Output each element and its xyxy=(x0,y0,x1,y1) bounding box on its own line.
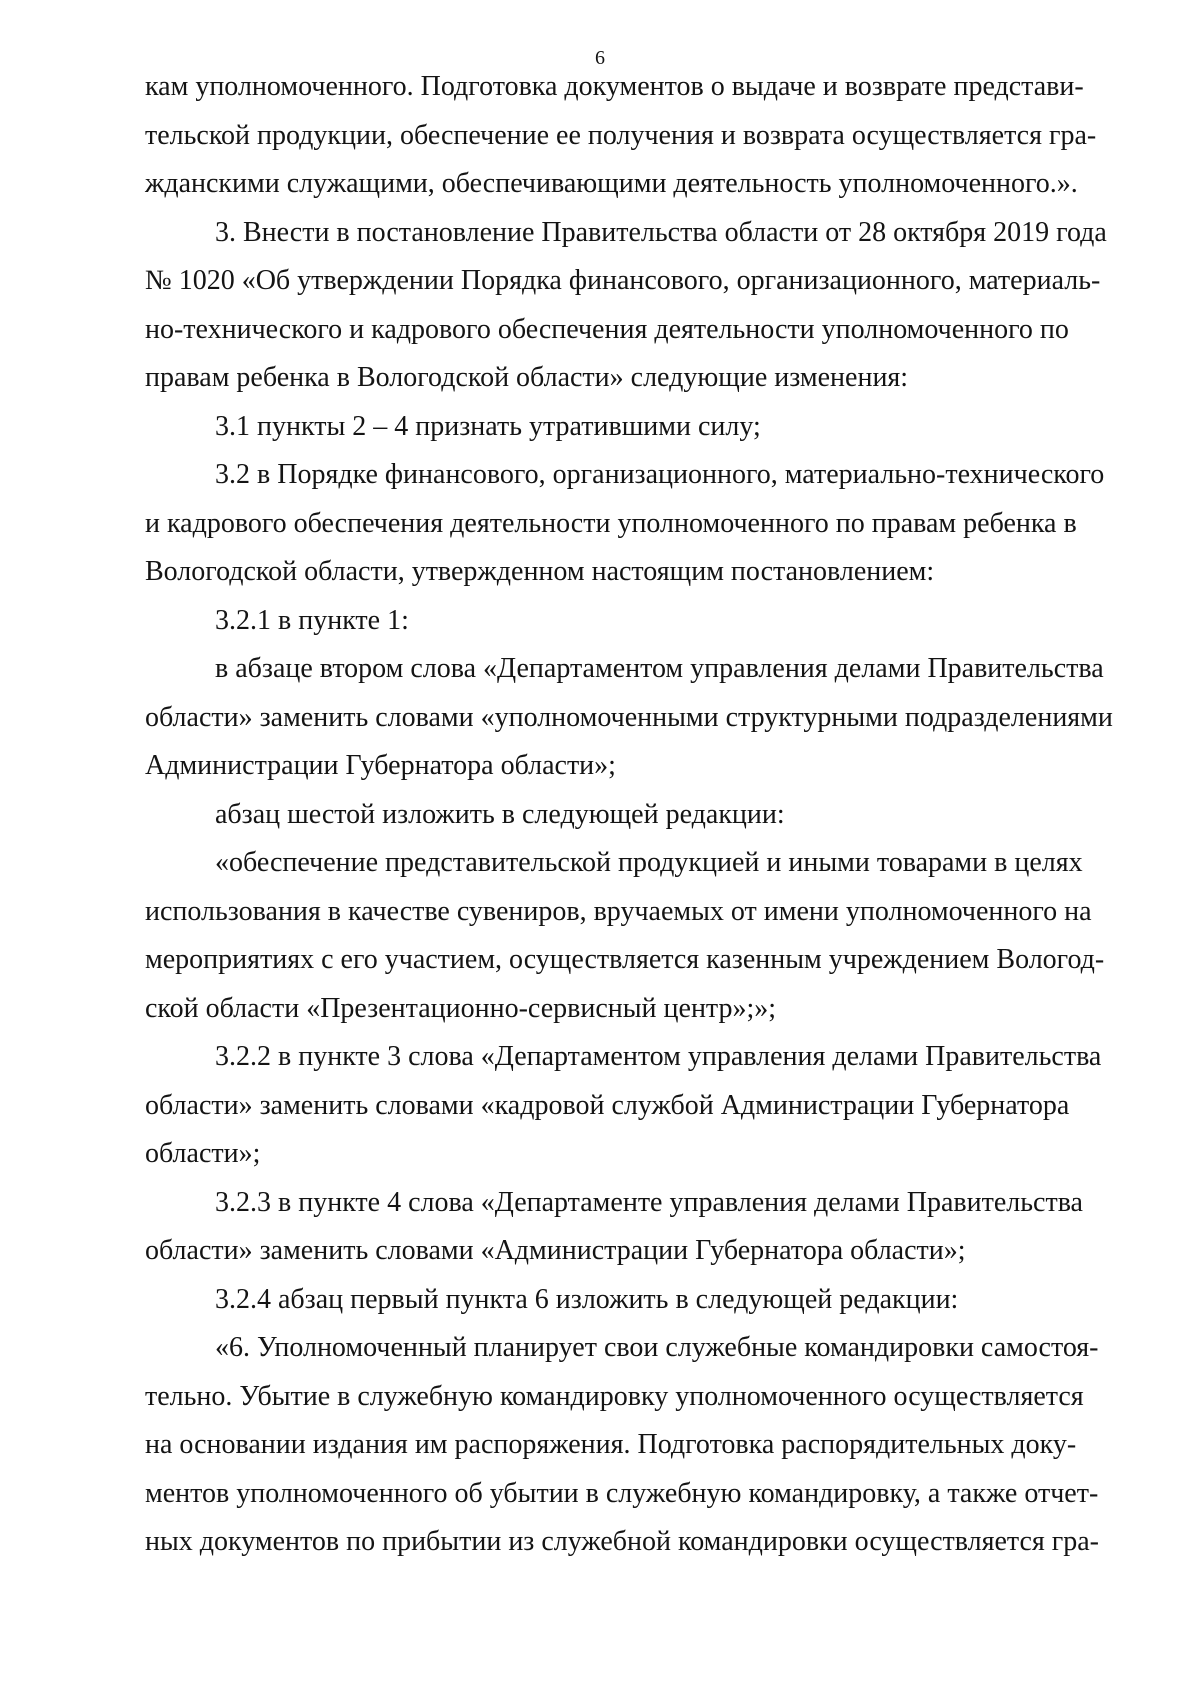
text-line: но-технического и кадрового обеспечения деятельности уполномоченного по xyxy=(145,314,1069,345)
page-number: 6 xyxy=(595,47,605,69)
text-line: области» заменить словами «кадровой службой Администрации Губернатора xyxy=(145,1090,1070,1121)
text-line: жданскими служащими, обеспечивающими деятельность уполномоченного.». xyxy=(145,168,1078,199)
text-line: 3.1 пункты 2 – 4 признать утратившими силу; xyxy=(215,411,761,442)
text-line: № 1020 «Об утверждении Порядка финансового, организационного, материаль- xyxy=(145,265,1101,296)
text-line: в абзаце втором слова «Департаментом управления делами Правительства xyxy=(215,653,1104,684)
text-line: тельно. Убытие в служебную командировку уполномоченного осуществляется xyxy=(145,1381,1084,1412)
text-line: и кадрового обеспечения деятельности уполномоченного по правам ребенка в xyxy=(145,508,1077,539)
text-line: Администрации Губернатора области»; xyxy=(145,750,616,781)
text-line: ской области «Презентационно-сервисный центр»;»; xyxy=(145,993,777,1024)
text-line: правам ребенка в Вологодской области» следующие изменения: xyxy=(145,362,909,393)
text-line: области»; xyxy=(145,1138,261,1169)
text-line: использования в качестве сувениров, вручаемых от имени уполномоченного на xyxy=(145,896,1092,927)
text-line: 3.2.2 в пункте 3 слова «Департаментом управления делами Правительства xyxy=(215,1041,1102,1072)
text-line: ментов уполномоченного об убытии в служебную командировку, а также отчет- xyxy=(145,1478,1099,1509)
text-line: ных документов по прибытии из служебной командировки осуществляется гра- xyxy=(145,1526,1099,1557)
text-line: области» заменить словами «уполномоченными структурными подразделениями xyxy=(145,702,1113,733)
text-line: 3.2.1 в пункте 1: xyxy=(215,605,409,636)
text-line: тельской продукции, обеспечение ее получения и возврата осуществляется гра- xyxy=(145,120,1097,151)
text-line: кам уполномоченного. Подготовка документов о выдаче и возврате представи- xyxy=(145,71,1084,102)
text-line: 3. Внести в постановление Правительства области от 28 октября 2019 года xyxy=(215,217,1107,248)
text-line: мероприятиях с его участием, осуществляется казенным учреждением Вологод- xyxy=(145,944,1105,975)
text-line: «6. Уполномоченный планирует свои служебные командировки самостоя- xyxy=(215,1332,1099,1363)
text-line: области» заменить словами «Администрации Губернатора области»; xyxy=(145,1235,966,1266)
text-line: Вологодской области, утвержденном настоящим постановлением: xyxy=(145,556,935,587)
text-line: 3.2.3 в пункте 4 слова «Департаменте управления делами Правительства xyxy=(215,1187,1083,1218)
text-line: 3.2.4 абзац первый пункта 6 изложить в следующей редакции: xyxy=(215,1284,959,1315)
text-line: на основании издания им распоряжения. Подготовка распорядительных доку- xyxy=(145,1429,1077,1460)
text-line: 3.2 в Порядке финансового, организационного, материально-технического xyxy=(215,459,1105,490)
text-line: «обеспечение представительской продукцией и иными товарами в целях xyxy=(215,847,1083,878)
text-line: абзац шестой изложить в следующей редакции: xyxy=(215,799,785,830)
